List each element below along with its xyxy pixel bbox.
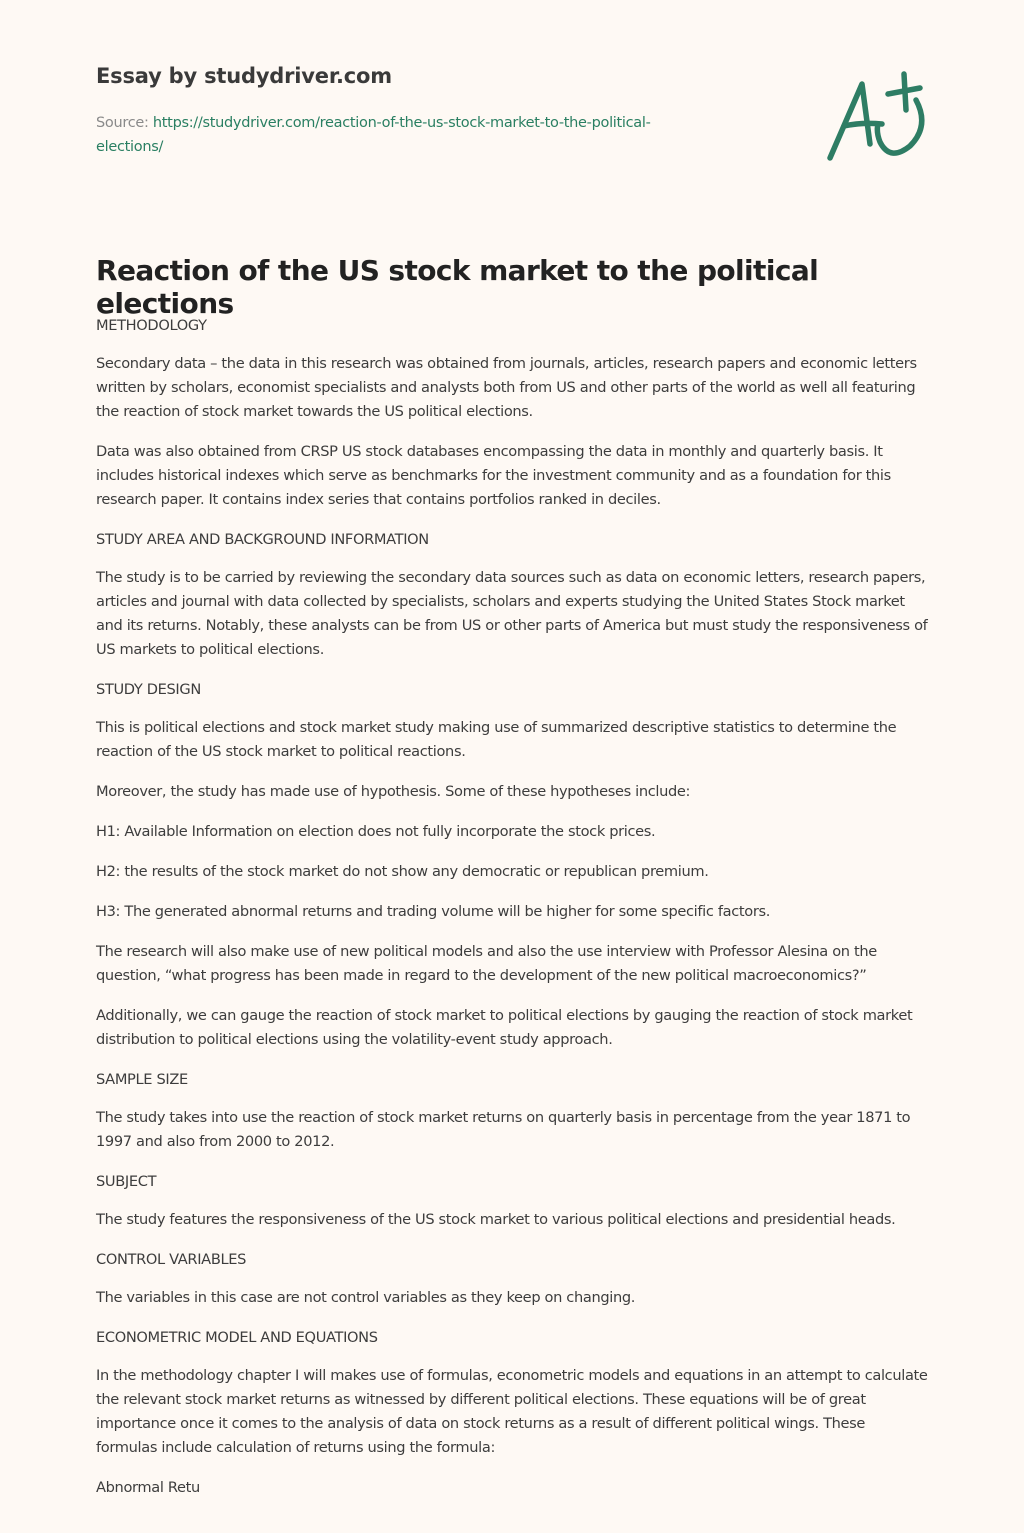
paragraph: Additionally, we can gauge the reaction of stock market to political elections by gauging the reaction of stock market distribution to political elections using the volatility-event study approach. bbox=[96, 1007, 913, 1048]
section-heading: SUBJECT bbox=[96, 1173, 157, 1190]
paragraph: H2: the results of the stock market do not show any democratic or republican premium. bbox=[96, 863, 709, 880]
paragraph: The study features the responsiveness of the US stock market to various political elections and presidential heads. bbox=[96, 1211, 896, 1228]
section-heading: CONTROL VARIABLES bbox=[96, 1251, 247, 1268]
section-heading: STUDY DESIGN bbox=[96, 681, 201, 698]
paragraph: H1: Available Information on election does not fully incorporate the stock prices. bbox=[96, 823, 656, 840]
source-label: Source: bbox=[96, 115, 153, 131]
paragraph: The variables in this case are not control variables as they keep on changing. bbox=[96, 1289, 636, 1306]
paragraph: This is political elections and stock market study making use of summarized descriptive statistics to determine the reaction of the US stock market to political reactions. bbox=[96, 719, 897, 760]
paragraph: Moreover, the study has made use of hypothesis. Some of these hypotheses include: bbox=[96, 783, 691, 800]
section-heading: METHODOLOGY bbox=[96, 317, 207, 334]
source-link[interactable]: https://studydriver.com/reaction-of-the-us-stock-market-to-the-political-elections/ bbox=[96, 115, 651, 155]
paragraph: In the methodology chapter I will makes use of formulas, econometric models and equations in an attempt to calculate the relevant stock market returns as witnessed by different political elections. These equations will be of great importance once it comes to the analysis of data on stock returns as a result of different political wings. These formulas include calculation of returns using the formula: bbox=[96, 1367, 928, 1456]
paragraph: Abnormal Retu bbox=[96, 1479, 200, 1496]
section-heading: STUDY AREA AND BACKGROUND INFORMATION bbox=[96, 531, 429, 548]
page-title: Reaction of the US stock market to the political elections bbox=[96, 254, 819, 320]
paragraph: The research will also make use of new political models and also the use interview with Professor Alesina on the question, “what progress has been made in regard to the development of the new political macroeconomics?” bbox=[96, 943, 877, 984]
paragraph: The study is to be carried by reviewing the secondary data sources such as data on economic letters, research papers, articles and journal with data collected by specialists, scholars and experts studying the United States Stock market and its returns. Notably, these analysts can be from US or other parts of America but must study the responsiveness of US markets to political elections. bbox=[96, 569, 928, 658]
site-brand: Essay by studydriver.com bbox=[96, 64, 392, 88]
paragraph: Secondary data – the data in this research was obtained from journals, articles, research papers and economic letters written by scholars, economist specialists and analysts both from US and other parts of the world as well all featuring the reaction of stock market towards the US political elections. bbox=[96, 355, 917, 420]
paragraph: Data was also obtained from CRSP US stock databases encompassing the data in monthly and quarterly basis. It includes historical indexes which serve as benchmarks for the investment community and as a foundation for this research paper. It contains index series that contains portfolios ranked in deciles. bbox=[96, 443, 891, 508]
source-line bbox=[96, 111, 716, 159]
essay-body bbox=[96, 314, 928, 1516]
section-heading: SAMPLE SIZE bbox=[96, 1071, 188, 1088]
paragraph: The study takes into use the reaction of stock market returns on quarterly basis in percentage from the year 1871 to 1997 and also from 2000 to 2012. bbox=[96, 1109, 911, 1150]
section-heading: ECONOMETRIC MODEL AND EQUATIONS bbox=[96, 1329, 378, 1346]
a-plus-grade-icon bbox=[818, 66, 930, 166]
paragraph: H3: The generated abnormal returns and trading volume will be higher for some specific factors. bbox=[96, 903, 771, 920]
